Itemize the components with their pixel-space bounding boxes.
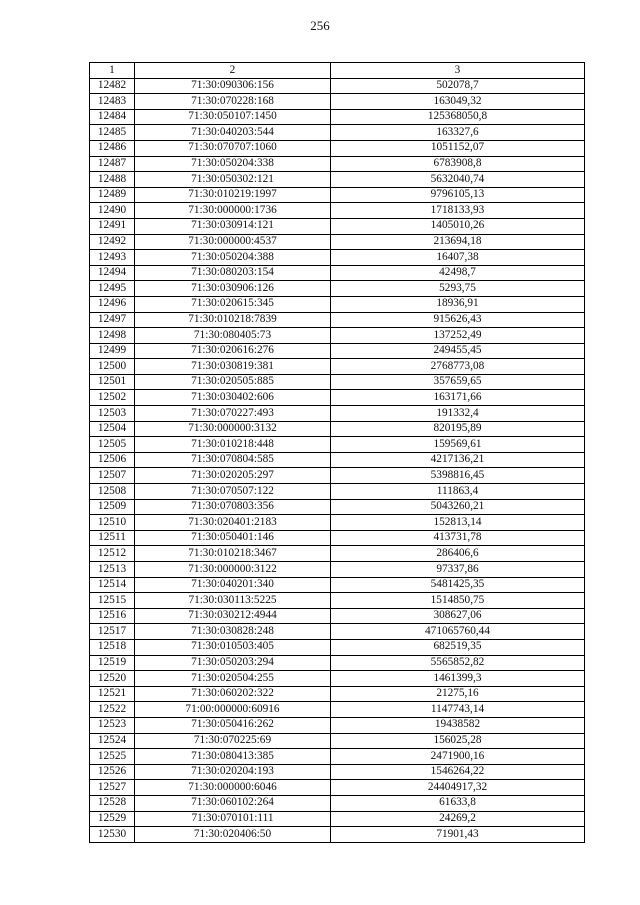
cadastral-value: 1514850,75 xyxy=(331,593,585,609)
row-number: 12505 xyxy=(90,437,135,453)
column-header-2: 2 xyxy=(135,63,331,79)
table-row xyxy=(90,172,585,188)
cadastral-number: 71:30:040201:340 xyxy=(135,577,331,593)
cadastral-number: 71:30:070804:585 xyxy=(135,452,331,468)
row-number: 12507 xyxy=(90,468,135,484)
table-header-row xyxy=(90,63,585,79)
row-number: 12515 xyxy=(90,593,135,609)
cadastral-number: 71:30:020615:345 xyxy=(135,296,331,312)
row-number: 12522 xyxy=(90,702,135,718)
table-row xyxy=(90,484,585,500)
row-number: 12523 xyxy=(90,717,135,733)
row-number: 12488 xyxy=(90,172,135,188)
table-row xyxy=(90,250,585,266)
row-number: 12489 xyxy=(90,187,135,203)
table-row xyxy=(90,218,585,234)
table-row xyxy=(90,593,585,609)
cadastral-number: 71:30:050302:121 xyxy=(135,172,331,188)
table-row xyxy=(90,655,585,671)
table-row xyxy=(90,296,585,312)
cadastral-value: 163327,6 xyxy=(331,125,585,141)
cadastral-value: 249455,45 xyxy=(331,343,585,359)
row-number: 12519 xyxy=(90,655,135,671)
table-row xyxy=(90,140,585,156)
table-row xyxy=(90,359,585,375)
cadastral-number: 71:30:030402:606 xyxy=(135,390,331,406)
row-number: 12484 xyxy=(90,109,135,125)
table-row xyxy=(90,281,585,297)
table-row xyxy=(90,639,585,655)
cadastral-number: 71:30:000000:3122 xyxy=(135,562,331,578)
cadastral-number: 71:30:070227:493 xyxy=(135,406,331,422)
cadastral-number: 71:30:050204:388 xyxy=(135,250,331,266)
cadastral-number: 71:30:070228:168 xyxy=(135,94,331,110)
cadastral-value: 42498,7 xyxy=(331,265,585,281)
table-row xyxy=(90,390,585,406)
cadastral-number: 71:30:050401:146 xyxy=(135,530,331,546)
table-row xyxy=(90,406,585,422)
row-number: 12487 xyxy=(90,156,135,172)
cadastral-number: 71:30:000000:1736 xyxy=(135,203,331,219)
cadastral-value: 308627,06 xyxy=(331,608,585,624)
column-header-3: 3 xyxy=(331,63,585,79)
cadastral-number: 71:30:020401:2183 xyxy=(135,515,331,531)
cadastral-value: 1147743,14 xyxy=(331,702,585,718)
table-row xyxy=(90,686,585,702)
table-row xyxy=(90,608,585,624)
table-row xyxy=(90,328,585,344)
cadastral-value: 820195,89 xyxy=(331,421,585,437)
cadastral-value: 61633,8 xyxy=(331,795,585,811)
row-number: 12528 xyxy=(90,795,135,811)
cadastral-number: 71:30:070803:356 xyxy=(135,499,331,515)
cadastral-value: 5565852,82 xyxy=(331,655,585,671)
table-row xyxy=(90,811,585,827)
row-number: 12506 xyxy=(90,452,135,468)
cadastral-value: 682519,35 xyxy=(331,639,585,655)
table-row xyxy=(90,702,585,718)
cadastral-value: 163171,66 xyxy=(331,390,585,406)
row-number: 12525 xyxy=(90,749,135,765)
cadastral-number: 71:30:030819:381 xyxy=(135,359,331,375)
cadastral-value: 1461399,3 xyxy=(331,671,585,687)
cadastral-value: 5398816,45 xyxy=(331,468,585,484)
cadastral-number: 71:30:080203:154 xyxy=(135,265,331,281)
row-number: 12518 xyxy=(90,639,135,655)
row-number: 12517 xyxy=(90,624,135,640)
cadastral-value: 24404917,32 xyxy=(331,780,585,796)
cadastral-number: 71:00:000000:60916 xyxy=(135,702,331,718)
cadastral-number: 71:30:010503:405 xyxy=(135,639,331,655)
cadastral-value: 125368050,8 xyxy=(331,109,585,125)
row-number: 12494 xyxy=(90,265,135,281)
row-number: 12486 xyxy=(90,140,135,156)
row-number: 12493 xyxy=(90,250,135,266)
cadastral-value: 5293,75 xyxy=(331,281,585,297)
row-number: 12501 xyxy=(90,374,135,390)
cadastral-value: 24269,2 xyxy=(331,811,585,827)
table-row xyxy=(90,515,585,531)
cadastral-value: 1051152,07 xyxy=(331,140,585,156)
table-row xyxy=(90,374,585,390)
table-row xyxy=(90,234,585,250)
cadastral-number: 71:30:060102:264 xyxy=(135,795,331,811)
cadastral-number: 71:30:050416:262 xyxy=(135,717,331,733)
row-number: 12526 xyxy=(90,764,135,780)
cadastral-value-table xyxy=(89,62,585,843)
cadastral-number: 71:30:020505:885 xyxy=(135,374,331,390)
row-number: 12503 xyxy=(90,406,135,422)
cadastral-value: 97337,86 xyxy=(331,562,585,578)
cadastral-number: 71:30:050107:1450 xyxy=(135,109,331,125)
cadastral-value: 16407,38 xyxy=(331,250,585,266)
cadastral-value: 5632040,74 xyxy=(331,172,585,188)
table-row xyxy=(90,312,585,328)
table-row xyxy=(90,94,585,110)
table-row xyxy=(90,109,585,125)
cadastral-value: 152813,14 xyxy=(331,515,585,531)
cadastral-number: 71:30:080405:73 xyxy=(135,328,331,344)
table-row xyxy=(90,827,585,843)
cadastral-value: 18936,91 xyxy=(331,296,585,312)
row-number: 12524 xyxy=(90,733,135,749)
table-row xyxy=(90,749,585,765)
cadastral-value: 19438582 xyxy=(331,717,585,733)
row-number: 12513 xyxy=(90,562,135,578)
page-number: 256 xyxy=(310,18,330,33)
table-row xyxy=(90,562,585,578)
cadastral-value: 2768773,08 xyxy=(331,359,585,375)
table-row xyxy=(90,717,585,733)
cadastral-value: 111863,4 xyxy=(331,484,585,500)
table-row xyxy=(90,780,585,796)
cadastral-value: 502078,7 xyxy=(331,78,585,94)
row-number: 12516 xyxy=(90,608,135,624)
table-row xyxy=(90,795,585,811)
cadastral-number: 71:30:030914:121 xyxy=(135,218,331,234)
table-row xyxy=(90,156,585,172)
row-number: 12529 xyxy=(90,811,135,827)
table-row xyxy=(90,343,585,359)
cadastral-number: 71:30:020406:50 xyxy=(135,827,331,843)
cadastral-number: 71:30:020205:297 xyxy=(135,468,331,484)
cadastral-value: 9796105,13 xyxy=(331,187,585,203)
table-row xyxy=(90,452,585,468)
row-number: 12514 xyxy=(90,577,135,593)
table-row xyxy=(90,499,585,515)
row-number: 12500 xyxy=(90,359,135,375)
row-number: 12512 xyxy=(90,546,135,562)
table-row xyxy=(90,624,585,640)
row-number: 12495 xyxy=(90,281,135,297)
cadastral-number: 71:30:030906:126 xyxy=(135,281,331,297)
table-row xyxy=(90,265,585,281)
cadastral-value: 2471900,16 xyxy=(331,749,585,765)
cadastral-number: 71:30:030828:248 xyxy=(135,624,331,640)
row-number: 12520 xyxy=(90,671,135,687)
cadastral-value: 191332,4 xyxy=(331,406,585,422)
cadastral-number: 71:30:010218:7839 xyxy=(135,312,331,328)
row-number: 12502 xyxy=(90,390,135,406)
cadastral-number: 71:30:080413:385 xyxy=(135,749,331,765)
row-number: 12508 xyxy=(90,484,135,500)
cadastral-number: 71:30:050203:294 xyxy=(135,655,331,671)
cadastral-number: 71:30:000000:6046 xyxy=(135,780,331,796)
cadastral-value: 156025,28 xyxy=(331,733,585,749)
table-row xyxy=(90,437,585,453)
cadastral-value: 1546264,22 xyxy=(331,764,585,780)
cadastral-value: 137252,49 xyxy=(331,328,585,344)
table-row xyxy=(90,530,585,546)
table-row xyxy=(90,468,585,484)
row-number: 12527 xyxy=(90,780,135,796)
row-number: 12509 xyxy=(90,499,135,515)
table-row xyxy=(90,187,585,203)
cadastral-value: 163049,32 xyxy=(331,94,585,110)
table-row xyxy=(90,546,585,562)
table-row xyxy=(90,421,585,437)
table-row xyxy=(90,125,585,141)
row-number: 12491 xyxy=(90,218,135,234)
cadastral-value: 286406,6 xyxy=(331,546,585,562)
cadastral-value: 71901,43 xyxy=(331,827,585,843)
cadastral-number: 71:30:010219:1997 xyxy=(135,187,331,203)
cadastral-value: 159569,61 xyxy=(331,437,585,453)
cadastral-value: 915626,43 xyxy=(331,312,585,328)
cadastral-value: 5481425,35 xyxy=(331,577,585,593)
cadastral-number: 71:30:070225:69 xyxy=(135,733,331,749)
cadastral-value: 4217136,21 xyxy=(331,452,585,468)
cadastral-value: 1405010,26 xyxy=(331,218,585,234)
row-number: 12482 xyxy=(90,78,135,94)
table-row xyxy=(90,78,585,94)
cadastral-number: 71:30:070707:1060 xyxy=(135,140,331,156)
row-number: 12492 xyxy=(90,234,135,250)
row-number: 12511 xyxy=(90,530,135,546)
cadastral-value: 357659,65 xyxy=(331,374,585,390)
row-number: 12521 xyxy=(90,686,135,702)
table-row xyxy=(90,203,585,219)
table-row xyxy=(90,733,585,749)
row-number: 12485 xyxy=(90,125,135,141)
row-number: 12496 xyxy=(90,296,135,312)
table-row xyxy=(90,577,585,593)
cadastral-number: 71:30:000000:4537 xyxy=(135,234,331,250)
cadastral-number: 71:30:030212:4944 xyxy=(135,608,331,624)
cadastral-value: 1718133,93 xyxy=(331,203,585,219)
cadastral-value: 21275,16 xyxy=(331,686,585,702)
cadastral-number: 71:30:020204:193 xyxy=(135,764,331,780)
table-row xyxy=(90,671,585,687)
row-number: 12504 xyxy=(90,421,135,437)
row-number: 12498 xyxy=(90,328,135,344)
cadastral-value: 6783908,8 xyxy=(331,156,585,172)
column-header-1: 1 xyxy=(90,63,135,79)
cadastral-number: 71:30:010218:448 xyxy=(135,437,331,453)
cadastral-number: 71:30:000000:3132 xyxy=(135,421,331,437)
cadastral-number: 71:30:090306:156 xyxy=(135,78,331,94)
cadastral-number: 71:30:040203:544 xyxy=(135,125,331,141)
cadastral-number: 71:30:010218:3467 xyxy=(135,546,331,562)
table-row xyxy=(90,764,585,780)
cadastral-number: 71:30:020616:276 xyxy=(135,343,331,359)
cadastral-number: 71:30:060202:322 xyxy=(135,686,331,702)
cadastral-number: 71:30:030113:5225 xyxy=(135,593,331,609)
row-number: 12530 xyxy=(90,827,135,843)
row-number: 12510 xyxy=(90,515,135,531)
cadastral-number: 71:30:070101:111 xyxy=(135,811,331,827)
row-number: 12497 xyxy=(90,312,135,328)
cadastral-number: 71:30:070507:122 xyxy=(135,484,331,500)
cadastral-value: 413731,78 xyxy=(331,530,585,546)
row-number: 12490 xyxy=(90,203,135,219)
cadastral-number: 71:30:050204:338 xyxy=(135,156,331,172)
row-number: 12483 xyxy=(90,94,135,110)
cadastral-value: 5043260,21 xyxy=(331,499,585,515)
cadastral-number: 71:30:020504:255 xyxy=(135,671,331,687)
row-number: 12499 xyxy=(90,343,135,359)
cadastral-value: 471065760,44 xyxy=(331,624,585,640)
cadastral-value: 213694,18 xyxy=(331,234,585,250)
